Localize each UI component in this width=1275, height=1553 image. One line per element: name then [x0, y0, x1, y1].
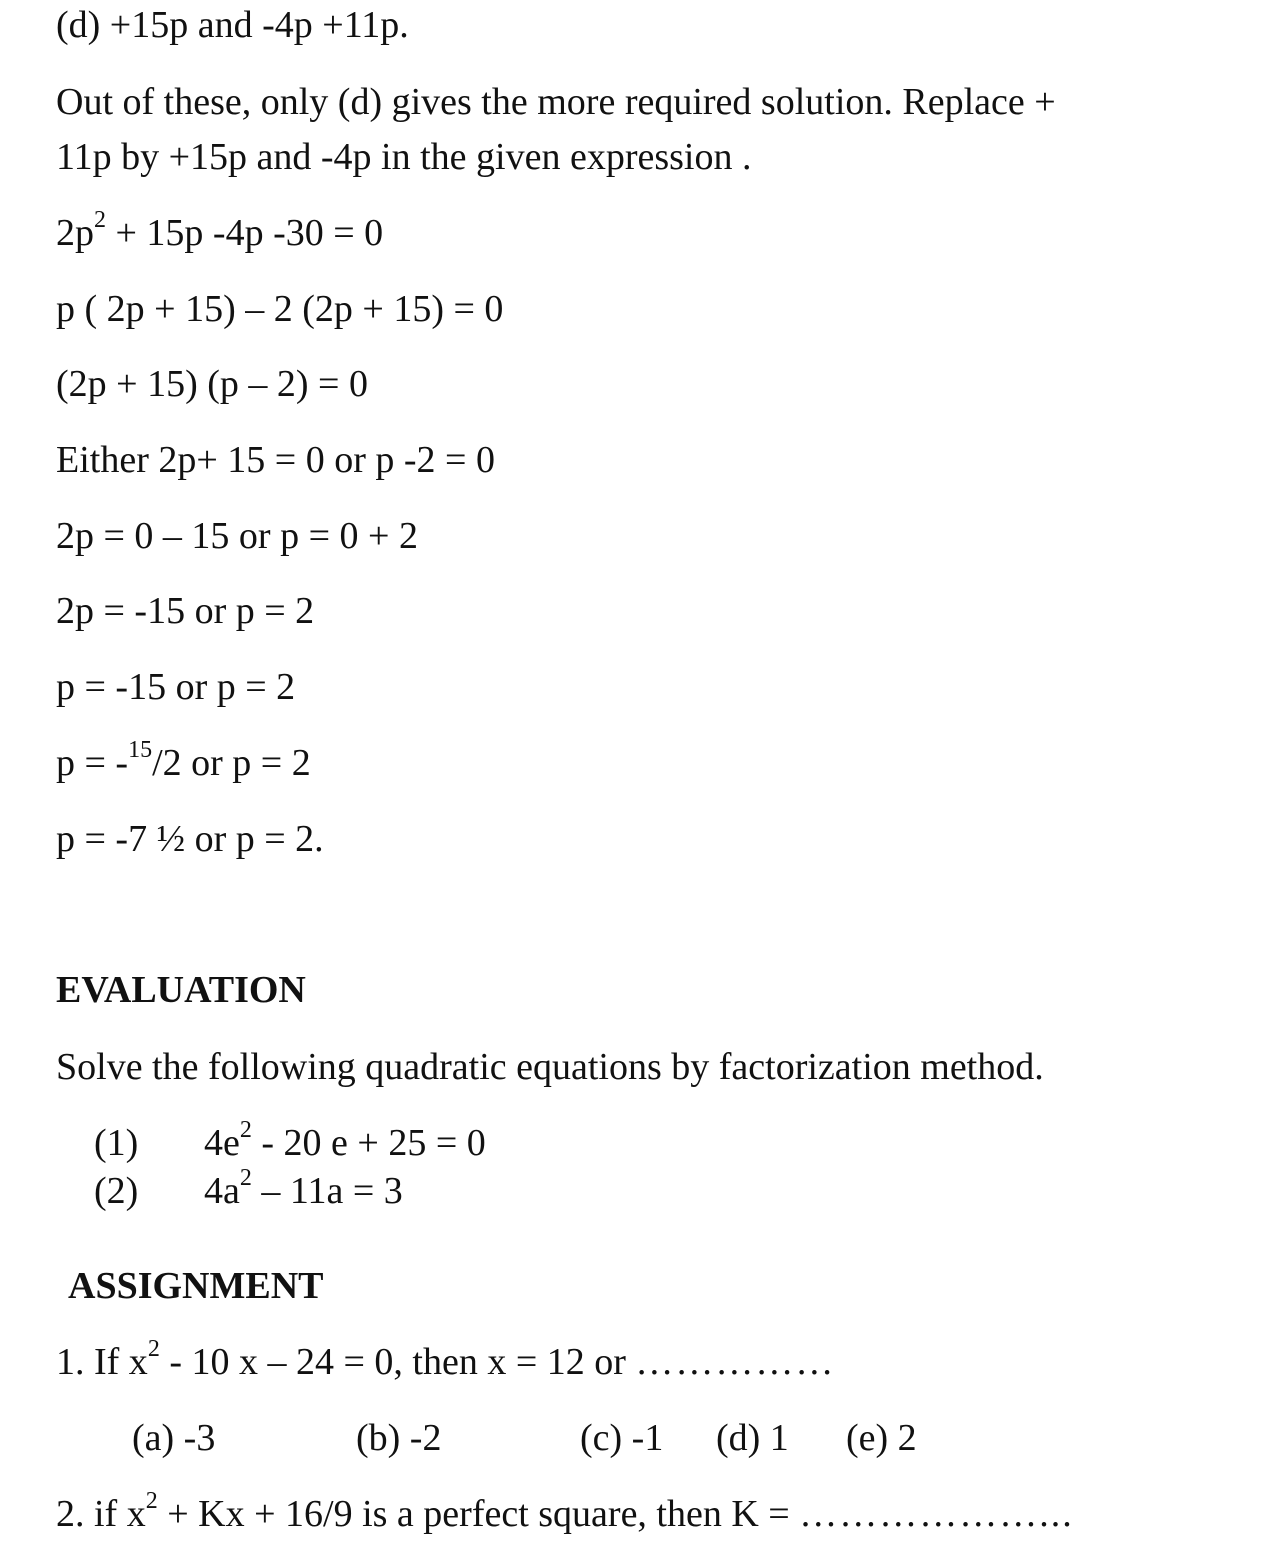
equation-5: 2p = 0 – 15 or p = 0 + 2 — [56, 515, 418, 557]
assignment-heading: ASSIGNMENT — [68, 1265, 324, 1307]
equation-9: p = -7 ½ or p = 2. — [56, 818, 324, 860]
question-1-blank: …………… — [635, 1341, 836, 1383]
assignment-question-2 — [56, 1488, 1074, 1535]
evaluation-item-1-rest: - 20 e + 25 = 0 — [251, 1122, 486, 1164]
paragraph-line-1: Out of these, only (d) gives the more required solution. Replace + — [56, 81, 1056, 123]
question-1-exponent: 2 — [147, 1336, 160, 1362]
question-1-option-a: (a) -3 — [132, 1417, 216, 1459]
question-1-option-e: (e) 2 — [846, 1417, 917, 1459]
evaluation-item-2-expression — [204, 1165, 403, 1212]
equation-8-start: p = - — [56, 742, 129, 784]
equation-4: Either 2p+ 15 = 0 or p -2 = 0 — [56, 439, 495, 481]
equation-6: 2p = -15 or p = 2 — [56, 590, 315, 632]
paragraph-line-2: 11p by +15p and -4p in the given expression . — [56, 136, 752, 178]
equation-8-numerator: 15 — [128, 737, 153, 763]
question-1-option-d: (d) 1 — [716, 1417, 789, 1459]
evaluation-item-2-rest: – 11a = 3 — [251, 1170, 403, 1212]
equation-1-base: 2p — [56, 212, 94, 254]
question-2-exponent: 2 — [145, 1488, 158, 1514]
equation-2: p ( 2p + 15) – 2 (2p + 15) = 0 — [56, 288, 504, 330]
evaluation-instruction: Solve the following quadratic equations by factorization method. — [56, 1046, 1044, 1088]
equation-1-exponent: 2 — [94, 207, 106, 233]
question-2-start: 2. if x — [56, 1493, 146, 1535]
equation-1-rest: + 15p -4p -30 = 0 — [106, 212, 384, 254]
evaluation-item-2-base: 4a — [204, 1170, 240, 1212]
question-1-rest: - 10 x – 24 = 0, then x = 12 or — [159, 1341, 636, 1383]
equation-8-rest: /2 or p = 2 — [152, 742, 311, 784]
question-2-blank: ………………... — [799, 1493, 1074, 1535]
question-1-option-c: (c) -1 — [580, 1417, 664, 1459]
equation-8 — [56, 737, 311, 784]
evaluation-item-2-exponent: 2 — [239, 1165, 252, 1191]
assignment-question-1 — [56, 1336, 836, 1383]
evaluation-item-1-number: (1) — [94, 1122, 139, 1164]
evaluation-item-2-number: (2) — [94, 1170, 139, 1212]
equation-3: (2p + 15) (p – 2) = 0 — [56, 363, 368, 405]
question-1-start: 1. If x — [56, 1341, 148, 1383]
equation-1 — [56, 207, 384, 254]
evaluation-item-1-exponent: 2 — [239, 1117, 252, 1143]
evaluation-item-1-expression — [204, 1117, 486, 1164]
question-1-option-b: (b) -2 — [356, 1417, 442, 1459]
option-d-line: (d) +15p and -4p +11p. — [56, 4, 409, 46]
equation-7: p = -15 or p = 2 — [56, 666, 296, 708]
question-2-rest: + Kx + 16/9 is a perfect square, then K = — [157, 1493, 800, 1535]
evaluation-heading: EVALUATION — [56, 969, 306, 1011]
evaluation-item-1-base: 4e — [204, 1122, 240, 1164]
